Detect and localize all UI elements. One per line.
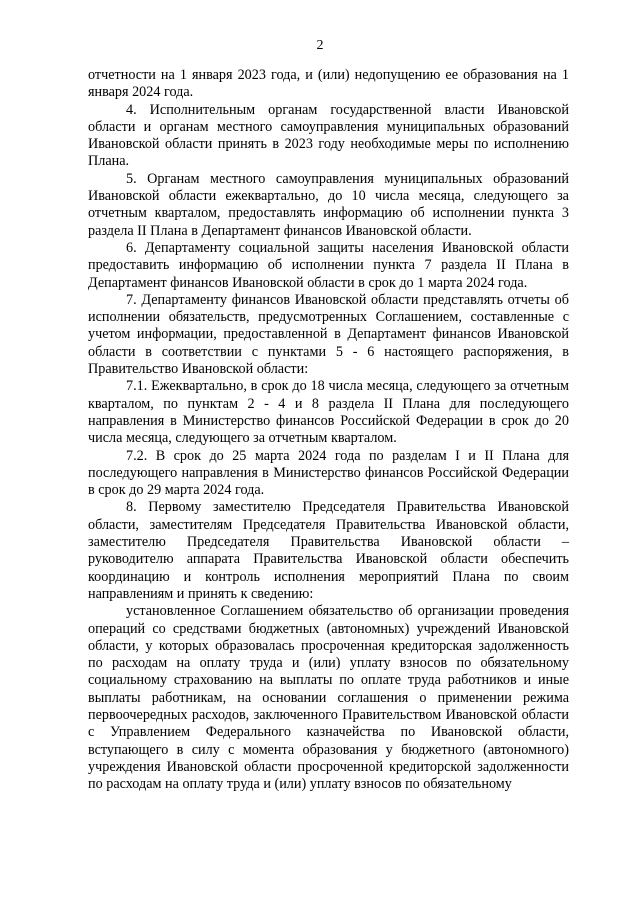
paragraph-item-5: 5. Органам местного самоуправления муниципальных образований Ивановской области ежеквартально, до 10 числа месяца, следующего за отчетным кварталом, предоставлять информацию об исполнении пункта 3 раздела II Плана в Департамент финансов Ивановской области. <box>88 170 569 239</box>
paragraph-item-6: 6. Департаменту социальной защиты населения Ивановской области предоставить информацию об исполнении пункта 7 раздела II Плана в Департамент финансов Ивановской области в срок до 1 марта 2024 года. <box>88 239 569 291</box>
paragraph-item-4: 4. Исполнительным органам государственной власти Ивановской области и органам местного самоуправления муниципальных образований Ивановской области принять в 2023 году необходимые меры по исполнению Плана. <box>88 101 569 170</box>
document-body <box>88 67 569 793</box>
paragraph-item-7: 7. Департаменту финансов Ивановской области представлять отчеты об исполнении обязательств, предусмотренных Соглашением, составленные с учетом информации, предоставленной в Департамент финансов Ивановской области в соответствии с пунктами 5 - 6 настоящего распоряжения, в Правительство Ивановской области: <box>88 291 569 378</box>
paragraph-item-8-obligation: установленное Соглашением обязательство об организации проведения операций со средствами бюджетных (автономных) учреждений Ивановской области, у которых образовалась просроченная кредиторская задолженность по расходам на оплату труда и (или) уплату взносов по обязательному социальному страхованию на выплаты по оплате труда работников и иные выплаты работникам, на основании соглашения о применении режима первоочередных расходов, заключенного Правительством Ивановской области с Управлением Федерального казначейства по Ивановской области, вступающего в силу с момента образования у бюджетного (автономного) учреждения Ивановской области просроченной кредиторской задолженности по расходам на оплату труда и (или) уплату взносов по обязательному <box>88 603 569 793</box>
paragraph-item-7-1: 7.1. Ежеквартально, в срок до 18 числа месяца, следующего за отчетным кварталом, по пунктам 2 - 4 и 8 раздела II Плана для последующего направления в Министерство финансов Российской Федерации в срок до 20 числа месяца, следующего за отчетным кварталом. <box>88 378 569 447</box>
paragraph-item-8: 8. Первому заместителю Председателя Правительства Ивановской области, заместителям Председателя Правительства Ивановской области, заместителю Председателя Правительства Ивановской области – руководителю аппарата Правительства Ивановской области обеспечить координацию и контроль исполнения мероприятий Плана по своим направлениям и принять к сведению: <box>88 499 569 602</box>
paragraph-continuation: отчетности на 1 января 2023 года, и (или) недопущению ее образования на 1 января 2024 года. <box>88 67 569 101</box>
page-number: 2 <box>316 38 324 53</box>
paragraph-item-7-2: 7.2. В срок до 25 марта 2024 года по разделам I и II Плана для последующего направления в Министерство финансов Российской Федерации в срок до 29 марта 2024 года. <box>88 447 569 499</box>
